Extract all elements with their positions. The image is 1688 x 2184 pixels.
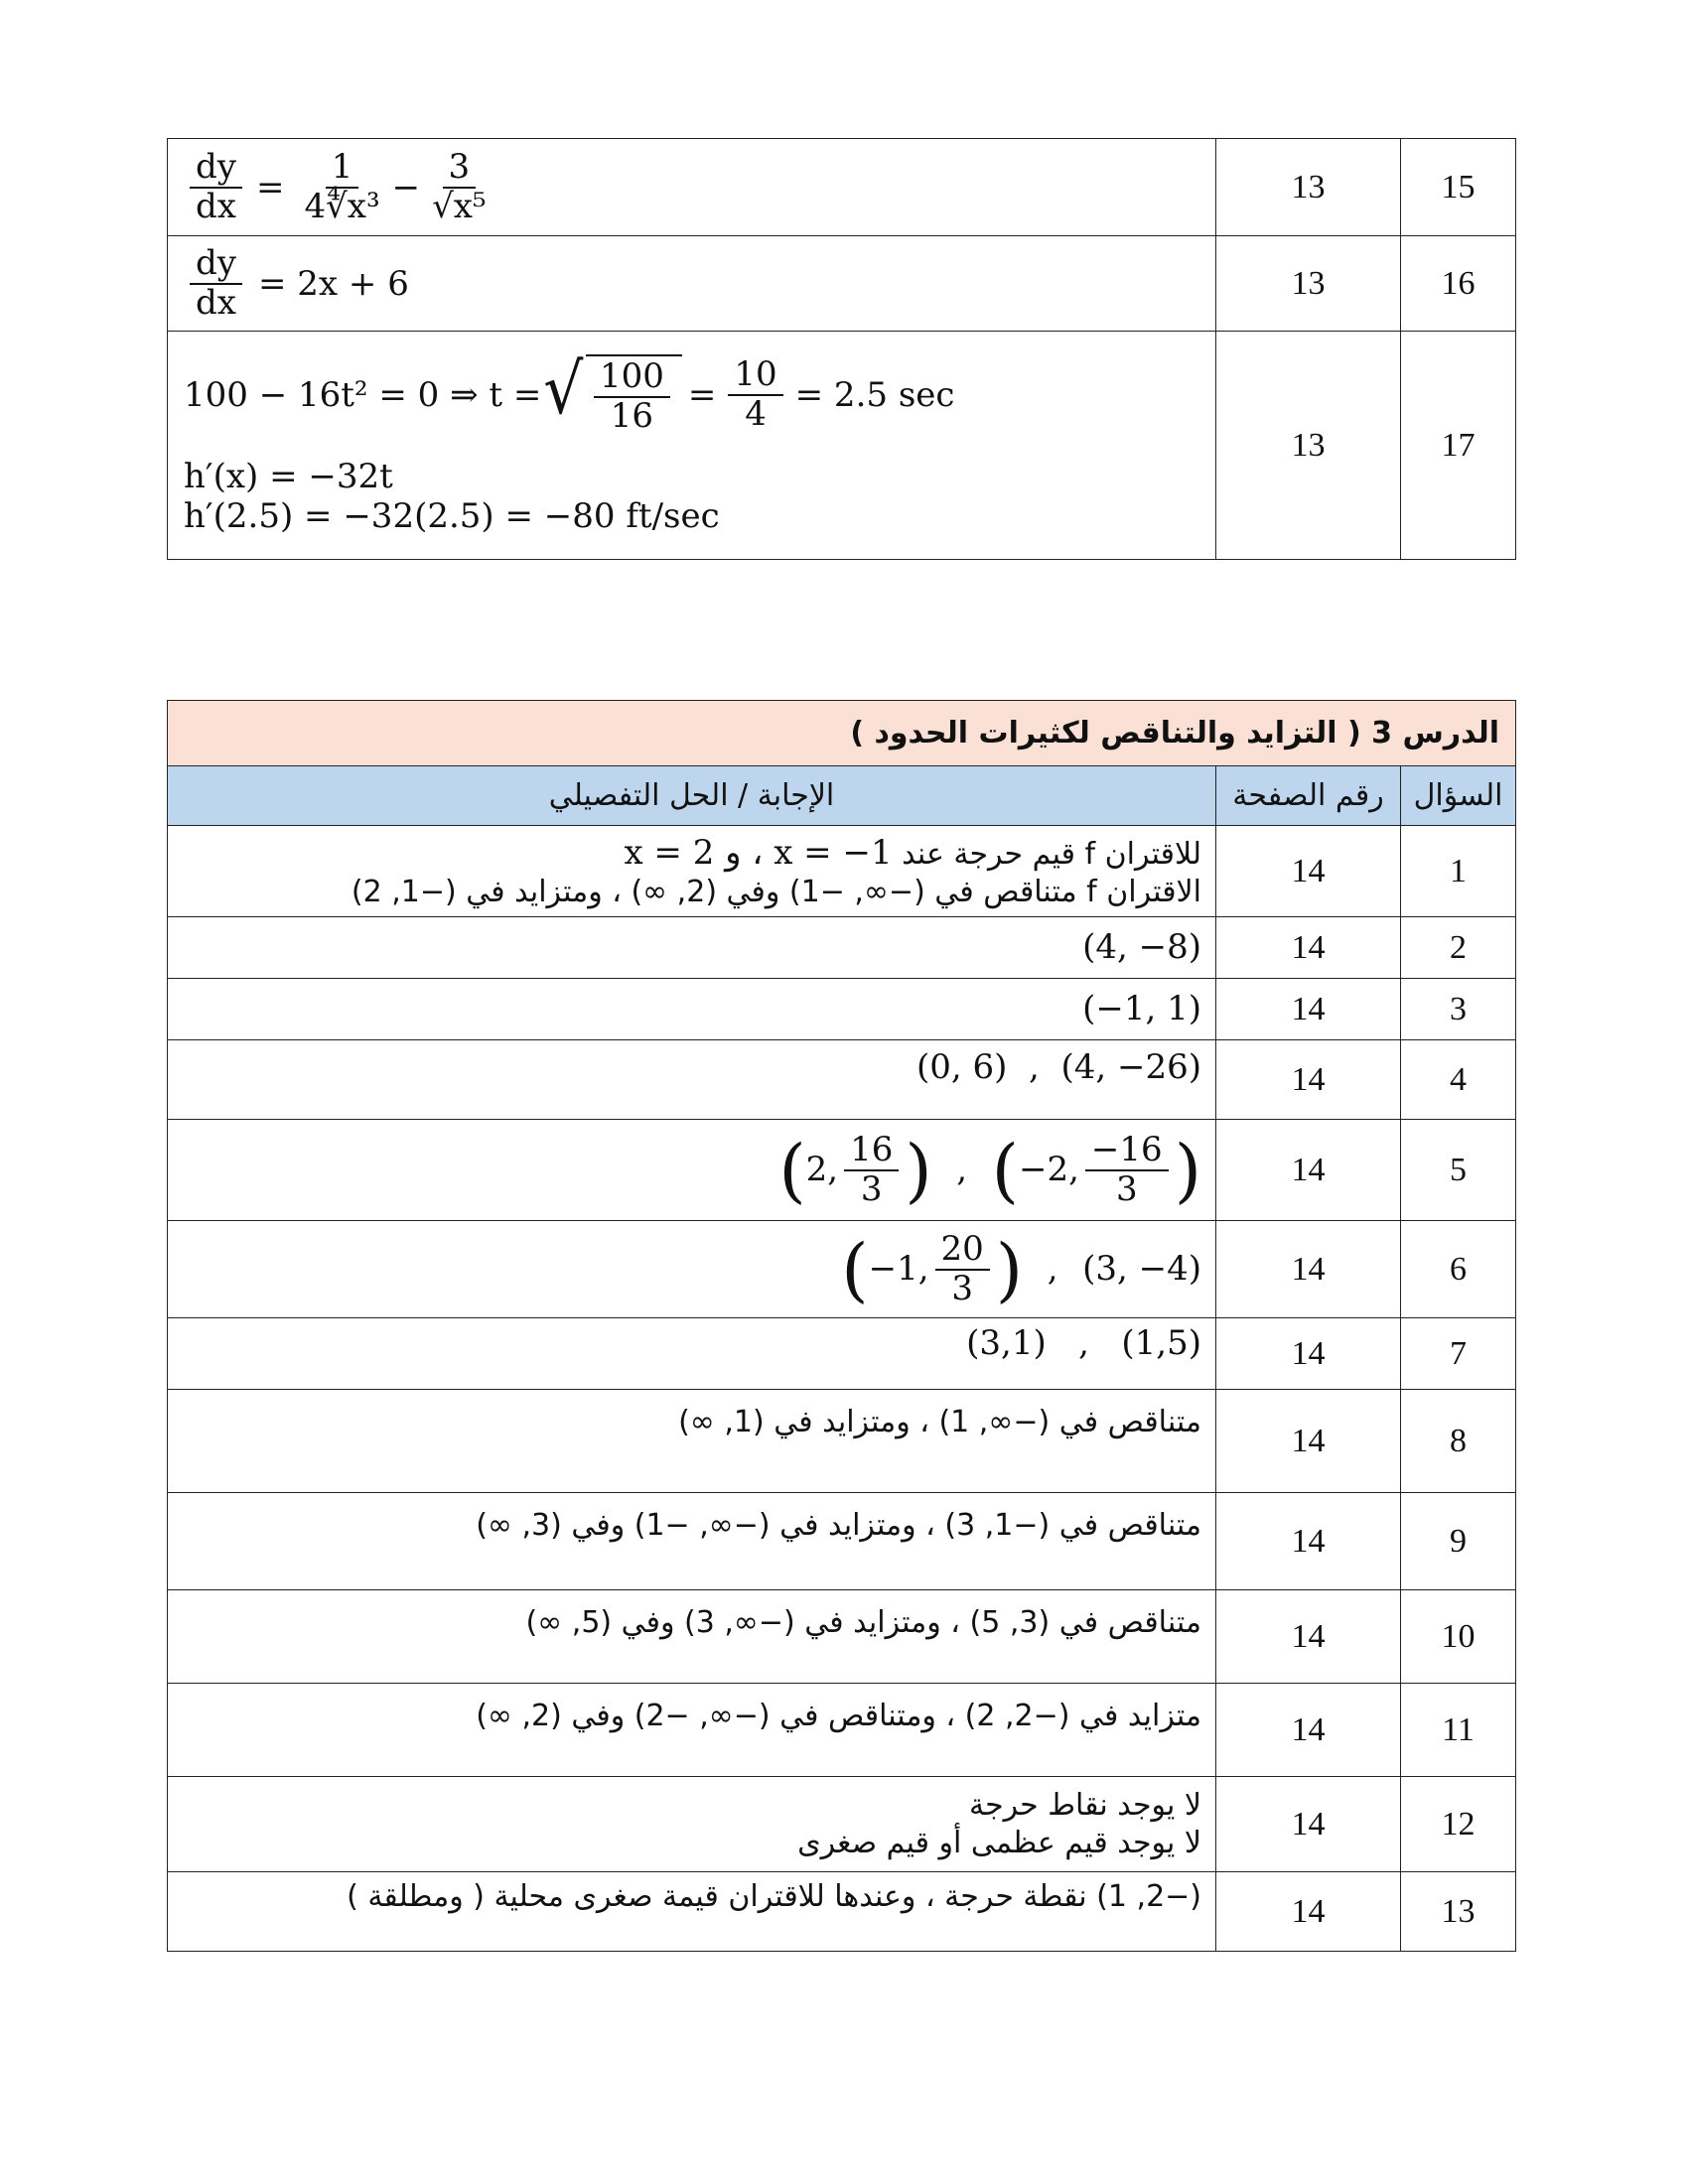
table-row <box>168 332 1516 560</box>
question-cell: 3 <box>1401 979 1516 1040</box>
page-cell: 14 <box>1216 917 1401 979</box>
question-cell: 1 <box>1401 826 1516 917</box>
answer-points: ( −1, $\frac{20}{3}$ ) , (3, −4) <box>841 1228 1201 1310</box>
table-row <box>168 1590 1516 1684</box>
page-cell: 14 <box>1216 1318 1401 1390</box>
question-cell: 6 <box>1401 1221 1516 1318</box>
page-cell: 14 <box>1216 1221 1401 1318</box>
answer-text: (4, −8) <box>1082 927 1201 968</box>
answers-table-lesson3 <box>167 700 1516 1952</box>
answer-cell: للاقتران f قيم حرجة عند x = −1 ، و x = 2 الاقتران f متناقص في (−∞, −1) وفي (2, ∞) ، ومتزايد في (−1, 2) <box>168 826 1216 917</box>
question-cell: 8 <box>1401 1390 1516 1493</box>
sqrt-symbol: √ $\frac{100}{16}$ <box>541 354 682 435</box>
page-cell: 14 <box>1216 1684 1401 1777</box>
table-row <box>168 1040 1516 1120</box>
table-row <box>168 1493 1516 1590</box>
header-answer: الإجابة / الحل التفصيلي <box>168 766 1216 826</box>
question-cell: 9 <box>1401 1493 1516 1590</box>
question-cell: 16 <box>1401 236 1516 332</box>
answers-table-lesson2 <box>167 138 1516 560</box>
answer-cell: 100 − 16t² = 0 ⇒ t = √ $\frac{100}{16}$ = $\frac{10}{4}$ = 2.5 sec h′(x) = −32t h′(2.5) = −32(2.5) = −80 ft/sec <box>168 332 1216 560</box>
question-cell: 7 <box>1401 1318 1516 1390</box>
answer-cell: $\frac{dy}{dx}$ = $\frac{1}{\text{4∜x³}}$ − $\frac{3}{\text{√x⁵}}$ <box>168 139 1216 236</box>
answer-text: (3,1) , (1,5) <box>966 1323 1201 1363</box>
question-cell: 10 <box>1401 1590 1516 1684</box>
page-cell: 13 <box>1216 139 1401 236</box>
header-question: السؤال <box>1401 766 1516 826</box>
answer-cell <box>168 1120 1216 1221</box>
table-row <box>168 1221 1516 1318</box>
page-cell: 13 <box>1216 332 1401 560</box>
page-cell: 14 <box>1216 979 1401 1040</box>
page-cell: 14 <box>1216 1777 1401 1872</box>
question-cell: 12 <box>1401 1777 1516 1872</box>
answer-text: متناقص في (−1, 3) ، ومتزايد في (−∞, −1) وفي (3, ∞) <box>168 1493 1216 1590</box>
page-cell: 14 <box>1216 1390 1401 1493</box>
table-row <box>168 1390 1516 1493</box>
velocity-line: h′(2.5) = −32(2.5) = −80 ft/sec <box>184 495 720 536</box>
answer-text: متناقص في (3, 5) ، ومتزايد في (−∞, 3) وفي (5, ∞) <box>168 1590 1216 1684</box>
page-cell: 14 <box>1216 1040 1401 1120</box>
page-cell: 14 <box>1216 1120 1401 1221</box>
page-cell: 13 <box>1216 236 1401 332</box>
question-cell: 4 <box>1401 1040 1516 1120</box>
answer-cell: $\frac{dy}{dx}$ = 2x + 6 <box>168 236 1216 332</box>
answer-text: (−2, 1) نقطة حرجة ، وعندها للاقتران قيمة صغرى محلية ( ومطلقة ) <box>168 1872 1216 1952</box>
table-row <box>168 236 1516 332</box>
page-cell: 14 <box>1216 1493 1401 1590</box>
answer-text: متزايد في (−2, 2) ، ومتناقص في (−∞, −2) وفي (2, ∞) <box>168 1684 1216 1777</box>
header-row <box>168 766 1516 826</box>
table-row <box>168 917 1516 979</box>
answer-cell <box>168 1221 1216 1318</box>
answer-text: متناقص في (−∞, 1) ، ومتزايد في (1, ∞) <box>168 1390 1216 1493</box>
answer-points: ( 2, $\frac{16}{3}$ ) , ( −2, $\frac{-16}{3}$ ) <box>778 1129 1201 1211</box>
question-cell: 13 <box>1401 1872 1516 1952</box>
derivative-line: h′(x) = −32t <box>184 456 393 496</box>
table-row <box>168 1318 1516 1390</box>
page-cell: 14 <box>1216 1872 1401 1952</box>
table-row <box>168 1684 1516 1777</box>
page-cell: 14 <box>1216 826 1401 917</box>
question-cell: 11 <box>1401 1684 1516 1777</box>
table-row <box>168 1777 1516 1872</box>
header-page: رقم الصفحة <box>1216 766 1401 826</box>
table-row <box>168 979 1516 1040</box>
answer-text: (0, 6) , (4, −26) <box>916 1047 1201 1087</box>
lesson-title: الدرس 3 ( التزايد والتناقص لكثيرات الحدود ) <box>168 701 1516 766</box>
table-row <box>168 139 1516 236</box>
question-cell: 2 <box>1401 917 1516 979</box>
question-cell: 17 <box>1401 332 1516 560</box>
page-cell: 14 <box>1216 1590 1401 1684</box>
question-cell: 5 <box>1401 1120 1516 1221</box>
table-row <box>168 826 1516 917</box>
answer-text: (−1, 1) <box>1082 989 1201 1029</box>
table-row <box>168 1872 1516 1952</box>
question-cell: 15 <box>1401 139 1516 236</box>
lesson-title-row <box>168 701 1516 766</box>
table-row <box>168 1120 1516 1221</box>
answer-cell: لا يوجد نقاط حرجة لا يوجد قيم عظمى أو قيم صغرى <box>168 1777 1216 1872</box>
